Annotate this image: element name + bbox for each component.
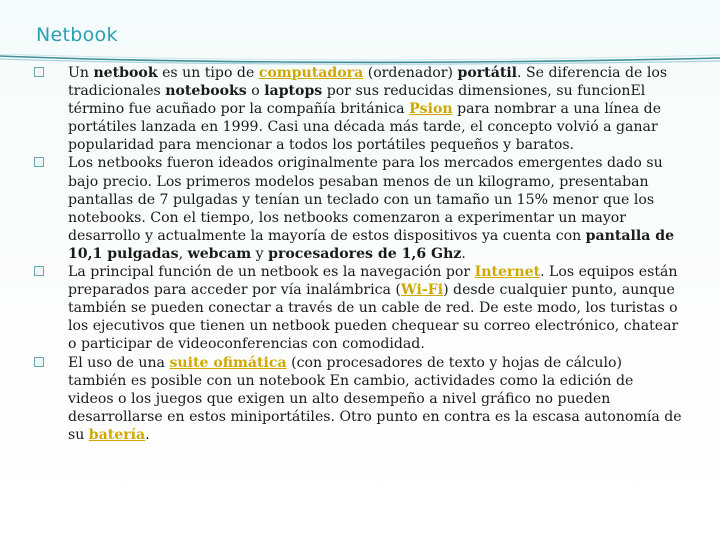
bold-text: netbook: [93, 65, 158, 81]
text-run: . Se diferencia de los tradicionales: [68, 65, 668, 100]
paragraph: [34, 263, 682, 353]
text-link[interactable]: suite ofimática: [169, 354, 287, 371]
text-run: (con procesadores de texto y hojas de cálculo) también es posible con un notebook En cambio, actividades como la edición de videos o los juegos que exigen un alto desempeño a nivel gráfico no pueden desarrollarse en estos miniportátiles. Otro punto en contra es la escasa autonomía de su: [68, 354, 682, 443]
text-run: Los netbooks fueron ideados originalmente para los mercados emergentes dado su bajo precio. Los primeros modelos pesaban menos de un kilogramo, presentaban pantallas de 7 pulgadas y tenían un teclado con un tamaño un 15% menor que los notebooks. Con el tiempo, los netbooks comenzaron a experimentar un mayor desarrollo y actualmente la mayoría de estos dispositivos ya cuenta con: [68, 155, 663, 244]
bold-text: laptops: [264, 83, 323, 100]
text-run: .: [145, 426, 150, 443]
square-bullet-icon: [34, 266, 44, 276]
text-run: y: [251, 245, 269, 262]
bold-text: procesadores de 1,6 Ghz: [268, 245, 462, 262]
text-run: por sus reducidas dimensiones, su funcionEl término fue acuñado por la compañía británica: [68, 83, 646, 118]
paragraph: [34, 154, 682, 263]
bold-text: portátil: [457, 65, 518, 81]
text-run: ) desde cualquier punto, aunque también se pueden conectar a través de un cable de red. De este modo, los turistas o los ejecutivos que tienen un netbook pueden chequear su correo electrónico, chatear o participar de videoconferencias con comodidad.: [68, 282, 679, 353]
slide-body: [34, 64, 682, 444]
text-run: para nombrar a una línea de portátiles lanzada en 1999. Casi una década más tarde, el concepto volvió a ganar popularidad para mencionar a todos los portátiles pequeños y baratos.: [68, 101, 662, 154]
square-bullet-icon: [34, 357, 44, 367]
text-link[interactable]: computadora: [258, 65, 364, 81]
text-run: es un tipo de: [157, 65, 259, 81]
bold-text: notebooks: [165, 83, 247, 100]
text-link[interactable]: batería: [88, 426, 146, 443]
text-link[interactable]: Internet: [474, 264, 541, 281]
text-run: o: [246, 83, 265, 100]
text-run: (ordenador): [363, 65, 458, 81]
square-bullet-icon: [34, 157, 44, 167]
text-run: ,: [178, 245, 188, 262]
text-run: El uso de una: [68, 354, 170, 371]
text-link[interactable]: Psion: [409, 101, 453, 118]
text-run: . Los equipos están preparados para acceder por vía inalámbrica (: [68, 264, 678, 299]
text-run: .: [461, 245, 466, 262]
square-bullet-icon: [34, 67, 44, 77]
text-run: Un: [68, 65, 94, 81]
text-link[interactable]: Wi-Fi: [400, 282, 444, 299]
slide-title: Netbook: [36, 24, 118, 46]
bold-text: pantalla de 10,1 pulgadas: [68, 227, 675, 262]
text-run: La principal función de un netbook es la navegación por: [68, 264, 475, 281]
paragraph: [34, 354, 682, 444]
bold-text: webcam: [187, 245, 252, 262]
paragraph: [34, 64, 682, 154]
